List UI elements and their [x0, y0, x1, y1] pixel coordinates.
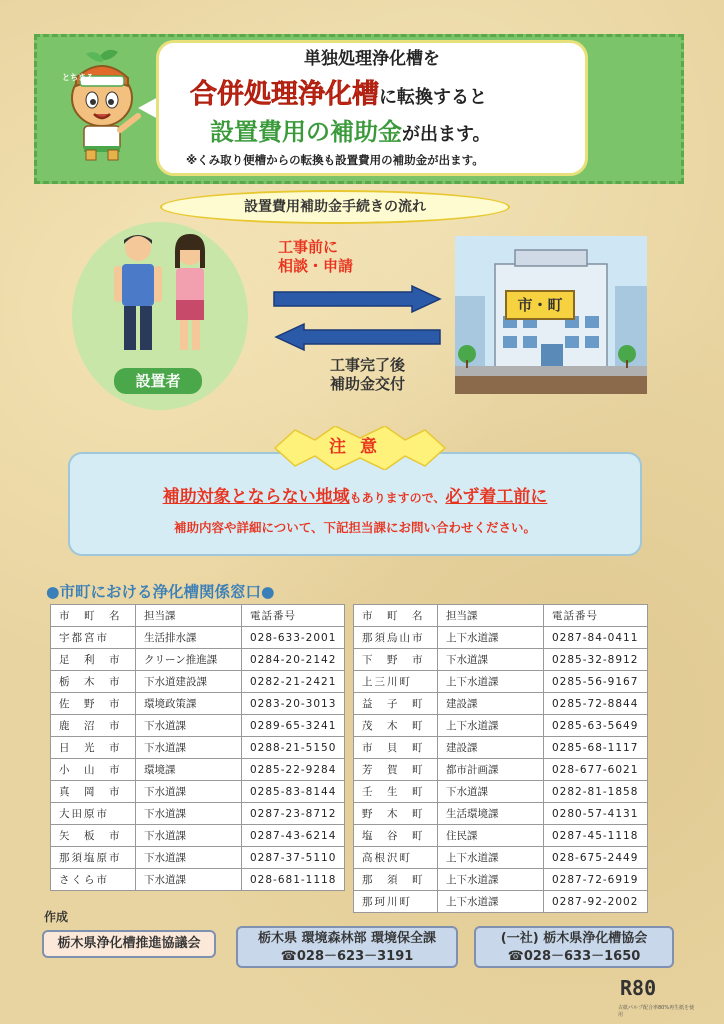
cell-city: 塩 谷 町 — [354, 825, 438, 847]
contacts-title: ●市町における浄化槽関係窓口● — [46, 583, 275, 601]
table-row — [354, 737, 648, 759]
cell-city: 小 山 市 — [51, 759, 136, 781]
cell-dept: 下水道課 — [438, 781, 544, 803]
caution-line1-b: もありますので、 — [349, 491, 446, 505]
cell-city: 佐 野 市 — [51, 693, 136, 715]
table-row — [354, 825, 648, 847]
cell-tel: 0287-45-1118 — [544, 825, 648, 847]
caution-line1 — [68, 482, 642, 507]
recycle-note: 古紙パルプ配合率80%再生紙を使用 — [618, 1005, 695, 1018]
cell-dept: 建設課 — [438, 737, 544, 759]
cell-city: 那 須 町 — [354, 869, 438, 891]
cell-tel: 0287-23-8712 — [242, 803, 345, 825]
banner-line3 — [210, 112, 491, 147]
cell-city: 大田原市 — [51, 803, 136, 825]
cell-dept: 下水道建設課 — [136, 671, 242, 693]
banner-line2-tail: に転換すると — [379, 87, 487, 108]
cell-tel: 0285-32-8912 — [544, 649, 648, 671]
table-row — [51, 693, 345, 715]
table-row — [354, 781, 648, 803]
cell-dept: 下水道課 — [136, 737, 242, 759]
table-row — [51, 803, 345, 825]
table-row — [354, 759, 648, 781]
header-tel: 電話番号 — [242, 605, 345, 627]
cell-tel: 0288-21-5150 — [242, 737, 345, 759]
banner-note: ※くみ取り便槽からの転換も設置費用の補助金が出ます。 — [186, 153, 484, 167]
mascot-tag: とちまる — [62, 73, 94, 82]
table-row — [354, 671, 648, 693]
caution-line1-a: 補助対象とならない地域 — [162, 487, 350, 507]
banner-line3-tail: が出ます。 — [402, 124, 491, 145]
arrow-label-apply — [278, 238, 353, 276]
table-row — [51, 737, 345, 759]
org-association-phone: ☎028－633－1650 — [507, 949, 641, 964]
table-row — [354, 649, 648, 671]
table-row — [51, 759, 345, 781]
cell-tel: 0285-22-9284 — [242, 759, 345, 781]
cell-dept: クリーン推進課 — [136, 649, 242, 671]
cell-tel: 0285-63-5649 — [544, 715, 648, 737]
table-row — [51, 671, 345, 693]
org-prefecture — [236, 926, 458, 968]
cell-city: 那須烏山市 — [354, 627, 438, 649]
cell-dept: 下水道課 — [136, 781, 242, 803]
banner-highlight-green: 設置費用の補助金 — [210, 118, 402, 146]
cell-tel: 0287-43-6214 — [242, 825, 345, 847]
cell-dept: 下水道課 — [136, 715, 242, 737]
org-council: 栃木県浄化槽推進協議会 — [42, 930, 216, 958]
cell-tel: 0284-20-2142 — [242, 649, 345, 671]
cell-city: 那須塩原市 — [51, 847, 136, 869]
arrow-label-apply-2: 相談・申請 — [278, 257, 354, 275]
cell-city: 壬 生 町 — [354, 781, 438, 803]
contacts-table-left — [50, 604, 345, 891]
org-prefecture-phone: ☎028－623－3191 — [280, 949, 414, 964]
arrow-label-apply-1: 工事前に — [278, 238, 339, 256]
cell-dept: 都市計画課 — [438, 759, 544, 781]
cell-city: 足 利 市 — [51, 649, 136, 671]
contacts-table-right — [353, 604, 648, 913]
people-illustration — [108, 230, 218, 360]
cell-dept: 上下水道課 — [438, 715, 544, 737]
table-row — [51, 825, 345, 847]
cell-tel: 0285-83-8144 — [242, 781, 345, 803]
cell-city: 鹿 沼 市 — [51, 715, 136, 737]
cell-dept: 下水道課 — [136, 847, 242, 869]
cell-tel: 028-681-1118 — [242, 869, 345, 891]
cell-tel: 0283-20-3013 — [242, 693, 345, 715]
caution-line1-c: 必ず着工前に — [445, 487, 548, 507]
left-arrow-icon — [272, 322, 444, 352]
cell-city: 芳 賀 町 — [354, 759, 438, 781]
table-row — [51, 847, 345, 869]
cell-city: さくら市 — [51, 869, 136, 891]
cell-dept: 環境政策課 — [136, 693, 242, 715]
org-prefecture-name: 栃木県 環境森林部 環境保全課 — [257, 931, 437, 946]
table-row — [354, 847, 648, 869]
banner-line2 — [190, 72, 487, 111]
right-arrow-icon — [272, 284, 444, 314]
arrow-label-grant — [330, 356, 405, 394]
cell-dept: 住民課 — [438, 825, 544, 847]
table-row — [354, 869, 648, 891]
cell-tel: 0287-84-0411 — [544, 627, 648, 649]
org-association-name: (一社) 栃木県浄化槽協会 — [500, 931, 648, 946]
cell-dept: 上下水道課 — [438, 869, 544, 891]
cell-city: 矢 板 市 — [51, 825, 136, 847]
cell-dept: 上下水道課 — [438, 627, 544, 649]
header-city: 市 町 名 — [354, 605, 438, 627]
cell-tel: 0289-65-3241 — [242, 715, 345, 737]
cell-tel: 0282-81-1858 — [544, 781, 648, 803]
table-row — [51, 869, 345, 891]
cell-tel: 0282-21-2421 — [242, 671, 345, 693]
header-dept: 担当課 — [438, 605, 544, 627]
cell-dept: 下水道課 — [136, 869, 242, 891]
installer-label: 設置者 — [114, 368, 202, 394]
table-row — [51, 649, 345, 671]
table-row — [354, 891, 648, 913]
cell-city: 上三川町 — [354, 671, 438, 693]
cell-tel: 028-633-2001 — [242, 627, 345, 649]
cell-dept: 下水道課 — [438, 649, 544, 671]
table-row — [51, 715, 345, 737]
cell-city: 那珂川町 — [354, 891, 438, 913]
cell-dept: 建設課 — [438, 693, 544, 715]
caution-line2: 補助内容や詳細について、下記担当課にお問い合わせください。 — [173, 520, 536, 535]
table-row — [354, 693, 648, 715]
header-city: 市 町 名 — [51, 605, 136, 627]
cell-tel: 028-677-6021 — [544, 759, 648, 781]
cell-dept: 環境課 — [136, 759, 242, 781]
cell-city: 市 貝 町 — [354, 737, 438, 759]
cell-city: 益 子 町 — [354, 693, 438, 715]
table-row — [51, 781, 345, 803]
cell-tel: 0287-72-6919 — [544, 869, 648, 891]
cell-tel: 0285-56-9167 — [544, 671, 648, 693]
cell-dept: 下水道課 — [136, 825, 242, 847]
table-row — [51, 627, 345, 649]
cell-dept: 生活環境課 — [438, 803, 544, 825]
cell-dept: 上下水道課 — [438, 671, 544, 693]
table-row — [354, 627, 648, 649]
cell-tel: 0287-92-2002 — [544, 891, 648, 913]
cell-city: 茂 木 町 — [354, 715, 438, 737]
banner-highlight-red: 合併処理浄化槽 — [190, 79, 379, 110]
banner-line1: 単独処理浄化槽を — [304, 49, 440, 69]
flow-title: 設置費用補助金手続きの流れ — [160, 190, 510, 224]
arrow-label-grant-2: 補助金交付 — [330, 375, 406, 393]
cell-tel: 0280-57-4131 — [544, 803, 648, 825]
header-tel: 電話番号 — [544, 605, 648, 627]
cell-city: 下 野 市 — [354, 649, 438, 671]
cell-city: 野 木 町 — [354, 803, 438, 825]
mascot-illustration — [56, 46, 146, 164]
city-label: 市・町 — [505, 290, 575, 320]
table-row — [354, 715, 648, 737]
cell-tel: 0287-37-5110 — [242, 847, 345, 869]
cell-dept: 上下水道課 — [438, 847, 544, 869]
recycle-mark: R80 — [620, 976, 657, 1000]
cell-dept: 上下水道課 — [438, 891, 544, 913]
cell-city: 栃 木 市 — [51, 671, 136, 693]
cell-tel: 028-675-2449 — [544, 847, 648, 869]
cell-city: 真 岡 市 — [51, 781, 136, 803]
table-row — [354, 803, 648, 825]
cell-city: 高根沢町 — [354, 847, 438, 869]
org-association — [474, 926, 674, 968]
cell-tel: 0285-72-8844 — [544, 693, 648, 715]
cell-dept: 下水道課 — [136, 803, 242, 825]
made-by-label: 作成 — [44, 910, 69, 924]
header-dept: 担当課 — [136, 605, 242, 627]
arrow-label-grant-1: 工事完了後 — [330, 356, 406, 374]
cell-tel: 0285-68-1117 — [544, 737, 648, 759]
cell-city: 宇都宮市 — [51, 627, 136, 649]
caution-title: 注意 — [329, 437, 391, 457]
cell-dept: 生活排水課 — [136, 627, 242, 649]
cell-city: 日 光 市 — [51, 737, 136, 759]
